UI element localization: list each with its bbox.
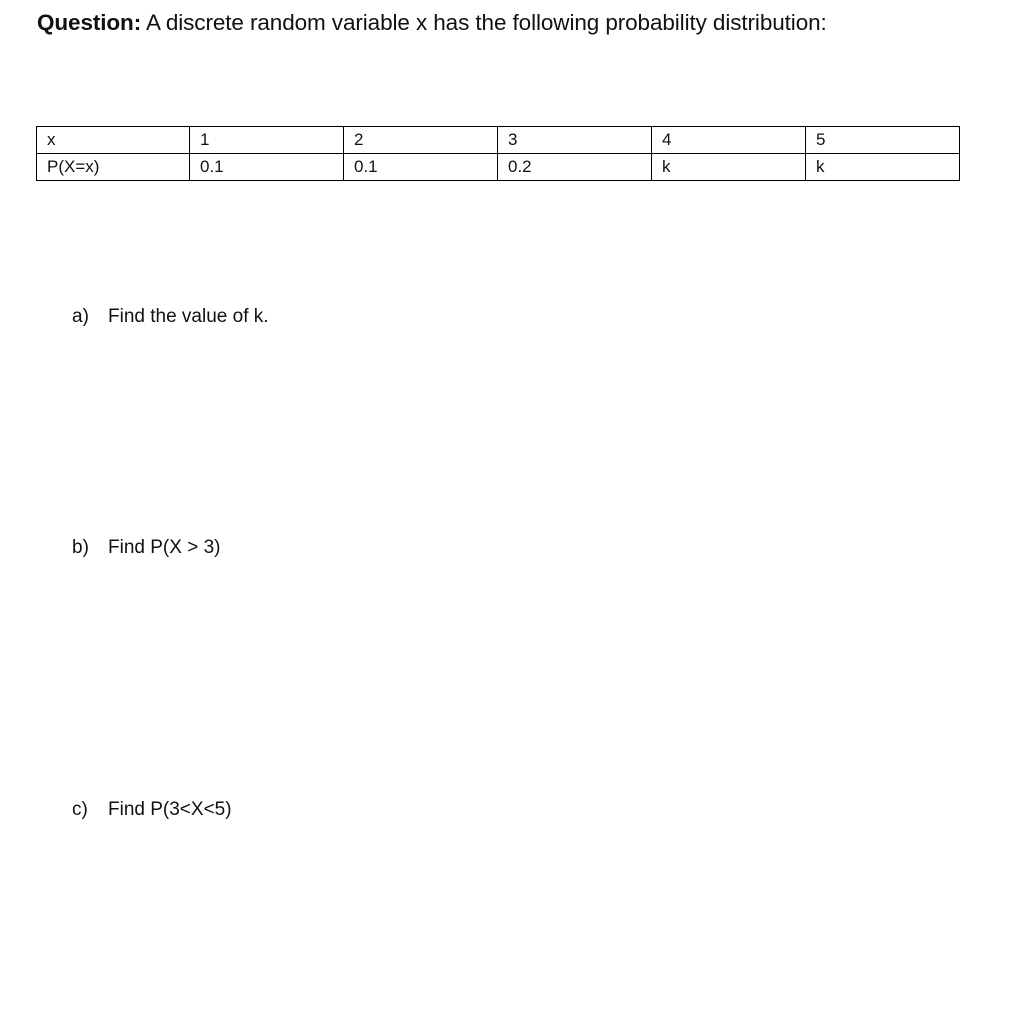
table-cell: 3	[498, 127, 652, 154]
table-cell: 4	[652, 127, 806, 154]
table-cell: 1	[190, 127, 344, 154]
part-c-text: Find P(3<X<5)	[108, 799, 232, 820]
part-c	[72, 798, 232, 822]
part-c-letter: c)	[72, 799, 88, 820]
table-cell: 0.1	[190, 154, 344, 181]
part-a-text: Find the value of k.	[108, 306, 269, 327]
table-cell: 0.2	[498, 154, 652, 181]
question-label: Question:	[37, 10, 142, 35]
row-header-probability: P(X=x)	[37, 154, 190, 181]
row-header-x: x	[37, 127, 190, 154]
question-heading	[37, 8, 827, 38]
table-row-x	[37, 127, 960, 154]
table-cell: k	[652, 154, 806, 181]
part-b-text: Find P(X > 3)	[108, 537, 221, 558]
table-cell: 5	[806, 127, 960, 154]
part-a-letter: a)	[72, 306, 89, 327]
part-b-letter: b)	[72, 537, 89, 558]
part-a	[72, 305, 269, 329]
table-row-probability	[37, 154, 960, 181]
table-cell: 0.1	[344, 154, 498, 181]
part-b	[72, 536, 220, 560]
table-cell: 2	[344, 127, 498, 154]
probability-distribution-table	[36, 126, 960, 181]
table-cell: k	[806, 154, 960, 181]
question-text: A discrete random variable x has the following probability distribution:	[141, 10, 827, 35]
